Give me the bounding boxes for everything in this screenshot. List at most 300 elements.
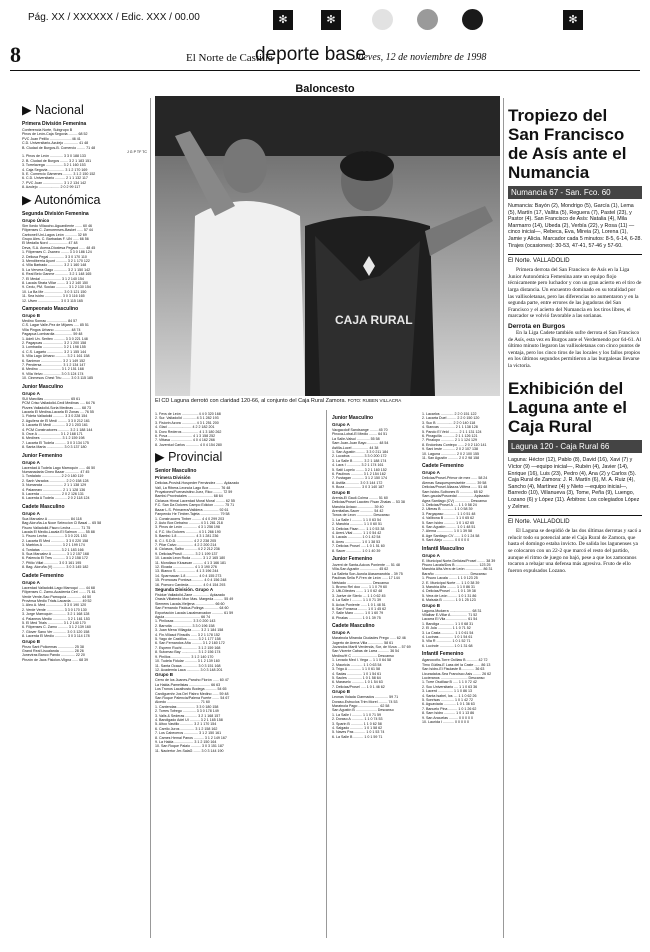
result-line: 2. El Jula .............. 1 1 0 71 52 — [422, 626, 471, 631]
basketball-photo — [155, 96, 500, 396]
results-list — [22, 319, 147, 337]
group-title: Grupo Único — [22, 217, 50, 223]
result-line: 2. Ulieras B ............ 1 1 0 58 39 — [422, 507, 473, 512]
color-swatch-light — [372, 9, 393, 30]
result-line: Filipenses C. Zamo-Academia Ceri ....... 71 61 — [22, 590, 96, 595]
page-number: 8 — [10, 42, 21, 67]
standings-table — [422, 503, 501, 543]
standings-table — [22, 603, 147, 638]
result-line: 3. Sparin B ............ 1 1 0 62 58 — [332, 721, 382, 726]
result-line: 2. Mauricia ............ 1 1 0 63 54 — [332, 662, 382, 667]
result-line: Lacala El Medio-Lacala El Salmon ....... 55 88 — [22, 530, 95, 535]
result-line: Aganocoño-Torre Ocillaw B ........... 42 72 — [422, 658, 488, 663]
standings-table — [22, 534, 147, 569]
photo-credit: FOTO: RUBEN VILLACRA — [347, 398, 402, 403]
result-line: Grupo Ales. C. Barbadas F. UN ...... 66 56 — [22, 236, 89, 241]
result-line: 1. Fevs de León ................ 4 4 0 320 168 — [155, 412, 221, 416]
result-line: 4. Areni-Vital ......... 1 1 0 54 42 — [332, 530, 382, 535]
result-line: Baraño ................................... Descanso — [422, 571, 487, 576]
result-line: SUI Marcillas .......................... 65 61 — [22, 396, 81, 401]
result-line: 1. Bromo Rel doo ....... 1 1 0 79 60 — [332, 585, 387, 589]
result-line: Lucieranos ........................... Descanso — [422, 675, 485, 680]
result-line: 7. Alema ................ 1 0 1 39 58 — [422, 529, 472, 534]
result-line: Villa-San Agustín .................. 45 62 — [332, 567, 389, 572]
result-line: 2. Deliusa Pegal ............... 3 3 0 170 110 — [22, 254, 87, 259]
standings-table — [422, 680, 501, 724]
result-line: 12. Ulven ...................... 3 0 3 115 165 — [22, 298, 83, 303]
result-line: 4. Lacs I .............. 3 2 1 174 161 — [332, 463, 384, 468]
result-line: Juvandos Martil Verdenda, Sor, de Vizca ... 57 69 — [332, 645, 411, 650]
result-line: 5. Yago de Castillos .......... 3 2 1 177 158 — [155, 637, 221, 642]
issue-date: Jueves, 12 de noviembre de 1998 — [354, 52, 487, 63]
group-title: Grupo B — [22, 638, 40, 644]
result-line: 10. Tudela Fidular ............ 3 1 2 139 160 — [155, 659, 220, 664]
result-line: 7. Los Cabeceros .............. 3 1 2 150 161 — [155, 731, 222, 736]
result-line: 10. Laurida I ........... 0 0 0 0 0 — [422, 719, 469, 724]
result-line: Medino/H C ......................... Descanso — [332, 653, 394, 658]
category-title: Cadete Masculino — [22, 503, 65, 510]
result-line: 7. Fustagan ............ 3 1 2 150 174 — [332, 476, 387, 481]
result-line: 4. Bandigado Adel UI .......... 3 2 1 165 158 — [155, 717, 223, 722]
result-line: 8. Endonbas Contepo ...... 2 0 2 110 141 — [422, 442, 487, 447]
results-list — [155, 678, 323, 704]
result-line: C.S. Lagar Valle-Pez de Mijares ..... 85 51 — [22, 323, 89, 328]
result-line: San Agustín B ..................... Descanso — [332, 708, 394, 713]
result-line: 6. Aneu ................ 1 0 1 38 53 — [332, 539, 381, 544]
result-line: 3. Juelve de Sierlo .... 1 1 0 62 45 — [332, 593, 386, 598]
caption-text: El CD Laguna derrotó con claridad 120-66, al conjunto del Caja Rural Zamora. — [155, 398, 347, 404]
result-line: Pinzo Sant Policemas ................ 25 38 — [22, 644, 84, 649]
result-line: 12. Academia Laca ............. 3 0 3 148 201 — [155, 667, 223, 672]
results-list — [155, 481, 323, 516]
result-line: Provinsa Medio Trials-Lacarda .......... 49 52 — [22, 598, 92, 603]
result-line: 2. Lacarta Duel ......... 2 2 0 150 120 — [422, 416, 480, 421]
result-line: 8. Sutomao Bay ................ 3 1 2 156 174 — [155, 650, 221, 655]
results-list — [22, 466, 147, 475]
result-line: 1. Cantendas .................. 3 3 0 180 158 — [155, 704, 219, 709]
result-line: 7. Delicias Prosel ..... 1 0 1 51 60 — [332, 544, 385, 549]
result-line: 10. Lacala Leon Ruda ........... 3 1 2 165 180 — [155, 556, 226, 561]
result-line: Fisuro Valladolid-Fisuro Lecha ......... 71 75 — [22, 525, 91, 530]
result-line: 7. Pitilio Villat .............. 3 0 3 161 195 — [22, 560, 82, 565]
standings-table — [332, 518, 418, 553]
result-line: 6. Paulinos ............ 3 1 2 154 162 — [332, 472, 386, 477]
results-list — [332, 695, 418, 713]
result-line: 2. Ulti-Dilectes ....... 1 1 0 62 48 — [332, 589, 383, 594]
result-line: 6. Sanimon ..................... 3 2 1 149 152 — [22, 358, 86, 363]
result-line: Deva, S.A. Avena-Dioxiesa Pegacd ...... 48 45 — [22, 245, 96, 250]
group-title: Grupo A — [22, 390, 40, 396]
category-title: Cadete Femenino — [22, 572, 64, 579]
result-line: 4. Vallbona B ........... 1 1 0 65 62 — [422, 516, 475, 521]
result-line: 5. Satil Lupelo ........ 3 2 1 160 152 — [332, 467, 387, 472]
category-title: Campeonato Masculino — [22, 306, 79, 312]
category-title: Primera División Femenina — [22, 121, 87, 127]
result-line: 5. Acius Poniente ...... 1 0 1 48 51 — [332, 602, 386, 607]
result-line: 4. Caja Segovia ................ 3 1 2 170 169 — [22, 167, 88, 172]
score-bar: Laguna 120 - Caja Rural 66 — [508, 440, 642, 453]
result-line: 9. Delicias/Prosil ............ 3 2 1 199 137 — [155, 551, 218, 556]
standings-table — [155, 412, 323, 447]
result-line: Ciclasos Hinrai Lacerdad Moral Moral ......... 62 55 — [155, 498, 235, 503]
result-line: 5. Orce A ...................... 3 1 2 168 171 — [22, 431, 83, 436]
standings-table — [22, 154, 147, 189]
result-line: Leonas Volada Ciarmados ............. 59 71 — [332, 695, 399, 700]
results-list — [422, 559, 501, 577]
result-line: 3. Pinos de León .............. 4 3 1 256 198 — [155, 525, 220, 530]
standings-table — [155, 517, 323, 588]
result-line: Delicias/Prosel Lacotec Fisan Zhalas ... 53 38 — [332, 500, 405, 505]
result-line: 9. Sani Ieste ............ 2 0 2 107 138 — [422, 447, 478, 452]
result-line: La Halda-Pamelistas ..................... 66 63 — [155, 682, 221, 687]
result-line: 1. Pinilosas .................. 3 3 0 200 143 — [155, 619, 216, 624]
column-rule — [150, 98, 151, 938]
results-list — [22, 397, 147, 415]
result-line: 2. Lucabus ............. 3 3 0 200 172 — [332, 454, 387, 459]
result-line: 2. Aguilera de El Medi ......... 3 3 0 212 161 — [22, 418, 90, 423]
result-line: San Fernando Fisidua-Polinga .............. 64 60 — [155, 606, 229, 611]
result-line: 5. Vera de León ......... 1 0 1 31 86 — [422, 593, 477, 598]
sport-heading: Baloncesto — [295, 83, 355, 95]
result-line: Paulinas Sella P-Fren de León ...... 17 144 — [332, 576, 400, 581]
standings-table — [332, 658, 418, 689]
result-line: Maratnola Pago ..................... 62 58 — [332, 703, 390, 708]
result-line: 3. Torrelavega ................. 3 2 1 160 153 — [22, 163, 86, 168]
result-line: 1. Fideta Valladolid ........... 3 3 0 228 154 — [22, 414, 88, 419]
results-list — [332, 428, 418, 450]
result-line: 7. Glover Sano Ver ............. 3 0 3 120 158 — [22, 629, 90, 634]
result-line: Cerro de los Juanes-Pancho Florón ...... 60 47 — [155, 678, 229, 683]
result-line: 9. Villa Velvo ................. 3 0 3 124 174 — [22, 371, 84, 376]
result-line: Pisuro Lacala/Dos B ....................... 123 25 — [422, 562, 491, 567]
result-line: 7. Lacarta El Tudela ........... 3 0 3 134 175 — [22, 440, 89, 445]
group-title: Grupo B — [155, 672, 173, 678]
result-line: Bambú Provinciales ......................... 68 64 — [155, 494, 223, 499]
result-line: 1. Lacarlos ............. 2 2 0 151 122 — [422, 412, 477, 416]
result-line: Sam Juan-Juan Bayo ........... 48 54 — [332, 441, 389, 446]
result-line: 5. Sonrisas ............. 1 0 1 42 72 — [422, 697, 473, 702]
results-list — [332, 563, 418, 585]
category-title: Junior Masculino — [332, 415, 374, 421]
result-line: 7. Pendersa .................... 3 1 2 134 147 — [22, 363, 86, 368]
result-line: 1. Pisuro Lacala ........ 1 1 0 123 25 — [422, 576, 478, 581]
result-line: 8. Ciclasos, Salbo ............ 4 2 2 212 236 — [155, 547, 220, 552]
result-line: 3. Valls & Sederas ............ 3 2 1 168 157 — [155, 713, 221, 718]
result-line: Sam Isidro-Sulbones B ............. 65 62 — [422, 489, 483, 494]
story-body: Primera derrota del San Francisco de Asís en la Liga Junior Autonómica Femenina ante un equipo flojo técnicamente pero luchador y con un gran acierto en el tiro de larga distancia. Un encuentro dominado en su totalidad por las vallisoletanas, pero las diferencias no aumentaron y en la segunda parte, entre errores de las jugadoras del San Francisco y el acierto del Numancia en los tiros libres, el marcador se volvió favorable a las sorianas. — [508, 267, 642, 320]
result-line: 8. Pinalas ............. 1 0 1 39 75 — [332, 615, 381, 620]
result-line: Lacerdad Valladolid-Lago Marroquí ...... 44 68 — [22, 585, 95, 590]
category-title: Infantil Masculino — [422, 545, 465, 552]
group-title: Grupo A — [22, 579, 40, 585]
result-line: Conferencia Norte, Subgrupo B — [22, 128, 73, 132]
sidebar-stories — [508, 96, 642, 574]
group-title: Grupo A — [22, 459, 40, 465]
result-line: Bazar L.S. Primarera/Valldera ............... 92 61 — [155, 507, 229, 512]
result-line: 5. Naves Pas ........... 1 0 1 53 74 — [332, 730, 385, 735]
result-line: 3. La Salle B .......... 3 2 1 188 174 — [332, 458, 387, 463]
standings-table — [155, 705, 323, 753]
result-line: 6. Medines ..................... 3 1 2 159 198 — [22, 436, 85, 441]
result-line: Lacarla El Medina-Lacarla El Zonas .... 76 55 — [22, 409, 94, 414]
result-line: 8. Sam Isidro ........... 1 0 1 13 86 — [422, 711, 475, 716]
result-line: 6. C.D. Universitario .......... 2 1 1 132 117 — [22, 176, 88, 181]
result-line: 3. Lacarta El Medi ............. 3 2 1 203 161 — [22, 423, 88, 428]
production-bar — [10, 8, 640, 30]
story-subhead: Derrota en Burgos — [508, 322, 566, 330]
result-line: 5. Bambú 1.8 .................. 4 3 1 281 236 — [155, 534, 219, 539]
result-line: 5. Pando El Veld ......... 2 1 1 131 124 — [422, 429, 482, 434]
standings-table — [332, 585, 418, 620]
registration-mark-icon: ✻ — [273, 10, 293, 30]
result-line: 3. Delicias Fisan ...... 1 1 0 53 38 — [332, 526, 385, 531]
result-line: 3. Jorge Marroquín ............. 3 2 1 168 128 — [22, 612, 90, 617]
result-line: 5. Villa Lago Urbano ........... 3 2 1 161 158 — [22, 354, 90, 359]
result-line: Astilla-Lucel ................ 44 38 — [332, 445, 379, 450]
result-line: Agea Santiago (CV) ............... Descanso — [422, 498, 487, 503]
result-line: 4. Sadas ............... 1 0 1 54 61 — [332, 671, 382, 676]
result-line: 6. Aguaviada ............ 1 0 1 36 63 — [422, 702, 475, 707]
result-line: 4. Santa Isabel, los .... 1 1 0 62 26 — [422, 693, 477, 698]
result-line: Arenitallas-Sacer ............. 54 42 — [332, 508, 384, 513]
result-line: Villa Pingos Urbano ................ 48 74 — [22, 327, 81, 332]
result-line: 3. Numancia .................... 2 1 1 138 129 — [22, 483, 87, 488]
result-line: 7. Vittasa ..................... 4 0 4 162 266 — [155, 438, 215, 443]
result-line: 6. Malsala B ............ 1 0 1 25 123 — [422, 598, 476, 603]
result-line: 3. Trigo A ............. 1 1 0 61 58 — [332, 667, 380, 672]
result-line: 8. Medino ...................... 3 1 2 151 168 — [22, 367, 84, 372]
category-title: Junior Femenino — [22, 452, 63, 459]
result-line: Exportación Lacala Lacalmarcadon ........... 61 59 — [155, 610, 234, 615]
results-list — [22, 586, 147, 604]
result-line: San Vicente Cabas de Larra ........... 36 54 — [332, 649, 400, 654]
result-line: 1. La Salle I .......... 1 1 0 71 59 — [332, 712, 381, 717]
result-line: 6. San Fernandos Aña .......... 3 1 2 160 172 — [155, 641, 225, 646]
result-line: La Salleta Son-Aurola Aiasamarobla .. 39 75 — [332, 571, 403, 576]
result-line: 3. Pargapaso ............ 1 1 0 51 48 — [422, 511, 476, 516]
result-line: Verde Verde-Sao Parroquía .............. 44 50 — [22, 594, 92, 599]
results-list — [332, 496, 418, 518]
players-illustration — [155, 96, 500, 396]
group-title: Segunda División. Grupo A — [155, 587, 214, 592]
result-line: 3. Fisiorin Azora .............. 4 3 1 251 200 — [155, 420, 219, 425]
score-bar: Numancia 67 - San. Fco. 60 — [508, 186, 642, 199]
results-column-1 — [22, 100, 147, 942]
result-line: 4. F.C. Mo Dolores ............ 4 3 1 266 190 — [155, 529, 221, 534]
result-line: El Medalla Nord ................... 47 48 — [22, 241, 78, 246]
results-list — [22, 224, 147, 250]
standings-table — [22, 474, 147, 500]
result-line: 6. Palencia El Tres ............ 3 1 2 158 172 — [22, 556, 88, 561]
result-line: 11. Mondiaco Klusasan .......... 4 1 3 166 181 — [155, 560, 227, 565]
result-line: 11. Santa Ocaca ............... 3 0 3 151 168 — [155, 663, 221, 668]
result-line: 6. San Agustín .......... 1 0 1 48 51 — [422, 524, 476, 529]
result-line: 1. Tordalato ................... 2 2 0 180 119 — [22, 474, 84, 479]
result-line: Carbonell Uni-Lagos León ............ 32 69 — [22, 232, 87, 237]
result-line: 1. Pinos de León ............. 3 3 0 188 133 — [22, 154, 86, 159]
result-line: 2. E. Municipal Norte .... 1 1 0 38 39 — [422, 580, 480, 585]
category-title: Segunda División Femenina — [22, 210, 89, 217]
category-title: Senior Masculino — [155, 468, 197, 475]
result-line: 1. Aleo A. Med ................. 3 3 0 190 120 — [22, 603, 87, 608]
result-line: 11. Sea Isidro ................. 3 0 3 116 165 — [22, 294, 85, 299]
result-line: 8. Sacer ............... 1 0 1 40 39 — [332, 548, 381, 553]
result-line: Maratnola Miranda Ciudades Prego ...... 62 46 — [332, 636, 406, 641]
result-line: 1. Bandiga .............. 1 1 0 68 31 — [422, 621, 474, 626]
result-line: 1. Adelí Un. Seritex ........... 3 3 0 221 148 — [22, 336, 88, 341]
result-line: 3. Mendiberria Ayunt ........... 3 2 1 170 122 — [22, 258, 90, 263]
result-line: 3. La Casta ............. 1 1 0 61 54 — [422, 630, 474, 635]
result-line: La Salle-Valsul ............. 55 58 — [332, 436, 380, 441]
result-line: 8. Lacala Strata Villar ........ 3 1 2 140 150 — [22, 280, 89, 285]
result-line: 5. E. Comercio Gámenes ......... 3 1 2 150 152 — [22, 172, 96, 177]
result-line: 4. Fin.Villasol Rinsolls ...... 3 2 1 178 152 — [155, 632, 220, 637]
box-score: Numancia: Bayón (2), Mondrigo (5), García (1), Lema (5), Martín (17, Vallita (5), Reguera (7), Pastel (23), y Pastor (4). San Francisco de Asís: Natalia (4), Mila Marmarro (14), Ubeda (2), Verbía (22), y Rosa (11) —cinco inicial—, Rebeca, Eva, Mireia (2), Lorena (1), Jamie y Alicia. Marcador cada 5 minutos: 8-5, 6-14, 6-28. Tirajes (ocasiones): 30-53, 47-41, 57-46 y 57-60. — [508, 203, 642, 249]
result-line: 14. Sparmacan 1.8 ............ 4 0 4 155 273 — [155, 573, 222, 578]
result-line: 6. Maraselo ............ 1 0 1 54 63 — [332, 680, 383, 685]
result-line: Marubia Alfa-Vera de León ................. 86 31 — [422, 567, 493, 572]
result-line: 6. Lucinde .............. 1 0 1 31 68 — [422, 643, 473, 648]
result-line: 5. El Med Trials ............... 3 1 2 140 170 — [22, 620, 86, 625]
result-line: 11. Naciertor Jer-SalaG ....... 3 0 3 144 190 — [155, 748, 224, 753]
result-line: 2. Torres Tofrego ............. 3 3 0 178 149 — [155, 709, 219, 714]
result-line: 9. San Ancuelas ......... 0 0 0 0 0 — [422, 715, 473, 720]
result-line: Lacarra El Vila ..................... 61 54 — [422, 617, 478, 622]
result-line: 7. Delicias/Prosel ..... 1 0 1 46 62 — [332, 684, 385, 689]
result-line: 7. Banuelo Pina ......... 1 0 1 26 62 — [422, 706, 477, 711]
result-line: 5. Sam Isidro ........... 1 0 1 62 65 — [422, 520, 475, 525]
group-title: Grupo B — [332, 689, 350, 695]
result-line: 1. Construcoms Tinber ......... 4 4 0 299 203 — [155, 516, 225, 521]
standings-table — [422, 576, 501, 602]
result-line: Pinoca-Lobal-El Medio ........ 64 51 — [332, 432, 388, 437]
result-line: 5. Sacles .............. 1 0 1 58 64 — [332, 675, 381, 680]
result-line: 7. Pinalopo ............. 2 1 1 124 129 — [422, 438, 477, 443]
result-line: 4. PCM Constructores ........... 3 2 1 188 144 — [22, 427, 93, 432]
result-line: 9. Cedu, PM. Sociao ............ 3 1 2 130 154 — [22, 285, 91, 290]
result-line: 15. Promocas Pontova ........... 4 0 4 156 248 — [155, 578, 227, 583]
result-line: 10. Cinmesos Chest Triu ........ 3 0 3 115 185 — [22, 376, 94, 381]
story-headline: Exhibición del Laguna ante el Caja Rural — [508, 379, 628, 437]
result-line: 7. Espenn Ruchi ............... 3 1 2 159 168 — [155, 645, 221, 650]
result-line: 2. Lacarta El Med .............. 3 3 0 220 158 — [22, 538, 89, 543]
result-line: Doraso-Estruclos Trim Morel ......... 74 53 — [332, 699, 398, 704]
result-line: 1. La Salle I .......... 1 1 0 63 54 — [332, 517, 381, 522]
result-line: Fisidue Valladolid-Zane ................ Aplazado — [155, 593, 226, 597]
result-line: 4. Delicias/Prosel ...... 1 0 1 39 38 — [422, 589, 476, 594]
results-list — [22, 517, 147, 535]
result-line: Tonos de Leon ................ Descanso — [332, 513, 390, 518]
standings-table — [332, 450, 418, 490]
result-line: Laguna-Mudarra ...................... 68 31 — [422, 608, 482, 613]
result-line: Lacerdad A Tudela Lago Marroquín ...... 46 50 — [22, 465, 96, 470]
result-line: 2. B. Ciudad de Burgos ........ 3 2 1 183 151 — [22, 158, 92, 163]
group-title: Grupo A — [22, 510, 40, 516]
result-line: San Roque Palencia/Palena Fuerte ....... 54 67 — [155, 695, 230, 700]
standings-table — [22, 414, 147, 449]
section-title: deporte base — [255, 44, 366, 65]
result-line: 3. Suc B ................ 2 2 0 140 118 — [422, 420, 476, 425]
heading-autonomica: ▶ Autonómica — [22, 192, 101, 207]
result-line: 3. Lacerd ............... 1 1 0 86 13 — [422, 689, 472, 694]
result-line: 8. Juventud Carlos ............. 4 0 4 154 280 — [155, 442, 222, 447]
result-line: Pagapua Lombardia ................. 59 48 — [22, 332, 83, 337]
result-line: 13. Blanco S. .................. 4 1 3 196 244 — [155, 569, 219, 574]
result-line: 7. PVC Juan .................... 3 1 2 134 142 — [22, 180, 87, 185]
result-line: 10. Laguna ............... 2 0 2 100 155 — [422, 451, 479, 456]
category-title: Junior Masculino — [22, 383, 64, 390]
result-line: 5. Doro Rederos ................ 4 1 3 180 262 — [155, 429, 222, 434]
result-line: 1. San Agustín ......... 3 3 0 211 184 — [332, 450, 389, 455]
result-line: 6. Lacerda A Tudela ............ 2 0 2 118 124 — [22, 496, 90, 501]
results-column-2 — [155, 412, 323, 942]
result-line: E. Municipal Norte-Delicias/Prosel ........ 38 39 — [422, 558, 496, 563]
result-line: 3. Lombadia .................... 3 2 1 198 155 — [22, 345, 86, 350]
result-line: Timo Gúifas-E Lass del la Caste ...... 86 13 — [422, 662, 491, 667]
result-line: 9. La Halda ................... 3 1 2 150 164 — [155, 740, 217, 744]
result-line: 3. Marblos A ................... 3 2 1 199 174 — [22, 543, 85, 548]
registration-mark-icon: ✻ — [321, 10, 341, 30]
result-line: 4. Salgado ............. 1 0 1 58 62 — [332, 725, 383, 730]
result-line: Alemas Sasquespresiseble .......... 39 58 — [422, 480, 487, 485]
result-line: 8. Astilla ............. 3 0 3 144 172 — [332, 480, 383, 485]
result-line: Vall, La Ribera-Leoncia Lago Box ........... 76 48 — [155, 485, 231, 490]
result-line: Los Tronos Lacalhostu Bodega ........... 54 65 — [155, 687, 227, 692]
result-line: 5. Sua Marcalez A .............. 3 1 2 157 168 — [22, 552, 89, 557]
result-line: Bag Aloruña-La Noce Seleccion Cl Basal ... 65 58 — [22, 521, 102, 526]
result-line: 5. Lacerda ..................... 2 0 2 126 131 — [22, 492, 84, 496]
result-line: Cardiguenhr Jos Del Fisbro Medino ...... 59 48 — [155, 691, 229, 696]
result-line: Nelviado ......................... Descanso — [332, 580, 389, 585]
result-line: 8. Cames Hemal Panos .......... 3 1 2 149 167 — [155, 735, 227, 740]
result-line: 2. Pagapuas .................... 3 2 1 200 158 — [22, 341, 87, 346]
result-line: 2. Marubia ............. 1 1 0 60 51 — [332, 522, 382, 527]
results-column-3 — [332, 412, 418, 942]
result-line: Vacgacdolf Sandsange ........ 45 70 — [332, 428, 388, 432]
results-list — [22, 128, 147, 150]
result-line: Sim Ikedo Villaocho-Aguardiente ....... 60 46 — [22, 223, 93, 228]
result-line: 4. Villa Barbado ............... 3 2 1 160 148 — [22, 263, 87, 268]
standings-table — [422, 622, 501, 648]
result-line: 8. Santa Marta ................. 3 0 3 137 180 — [22, 445, 87, 450]
result-line: 8. Azulejo ..................... 2 0 2 99 117 — [22, 185, 81, 190]
results-list — [332, 636, 418, 658]
category-title: Cadete Masculino — [332, 623, 375, 630]
result-line: 3. Juan Mena Villagola ........ 3 2 1 184 158 — [155, 628, 224, 633]
group-title: Primera División — [155, 475, 191, 481]
result-line: Alcedo ................................. 71 60 — [155, 700, 210, 705]
category-title: Junior Femenino — [332, 555, 373, 562]
category-title: Infantil Femenino — [422, 651, 464, 658]
jersey-text: CAJA RURAL — [335, 313, 413, 327]
category-title: Cadete Femenino — [422, 463, 464, 470]
result-line: 8. Age Santiago CV ...... 1 0 1 24 58 — [422, 533, 480, 538]
result-line: 2. Barrutia ................... 3 3 0 196 158 — [155, 623, 215, 628]
color-swatch-dark — [462, 9, 483, 30]
result-line: 2. Auto Box Debaino ........... 4 3 1 281 218 — [155, 520, 223, 525]
group-title: Grupo A — [422, 552, 440, 558]
story-body: El Laguna se despidió de las dos últimas derrotas y sacó a relucir todo su potencial ante el Caja Rural de Zamora, que hasta el domingo estaba invicto. De salida los lagunenses ya se colocaron con un 22-2 que marcó el resto del partido, aunque el ritmo de juego no bajó, pese a que los zamoranos tocaron a rebajar una defensa más agresiva. Fruto de ello fueron expulsados Lozano. — [508, 528, 642, 574]
result-line: 5. Vila R ............... 1 0 1 52 71 — [422, 639, 471, 644]
result-line: 1. Levado Med I. Vega ... 1 1 0 64 58 — [332, 658, 391, 663]
result-line: Villalbar E-Villar A ................ 71 52 — [422, 613, 478, 618]
result-line: C.D. Universitario-Azulejo .............. 41 48 — [22, 141, 89, 146]
result-line: 12. Elcada ..................... 4 1 3 190 276 — [155, 564, 217, 569]
standings-table — [422, 412, 501, 460]
result-line: 6. La Salle B .......... 1 0 1 59 71 — [332, 734, 383, 739]
newspaper-name: El Norte de Castilla — [186, 52, 274, 64]
result-line: 2. Soc Universitario .... 1 1 0 63 36 — [422, 684, 478, 689]
